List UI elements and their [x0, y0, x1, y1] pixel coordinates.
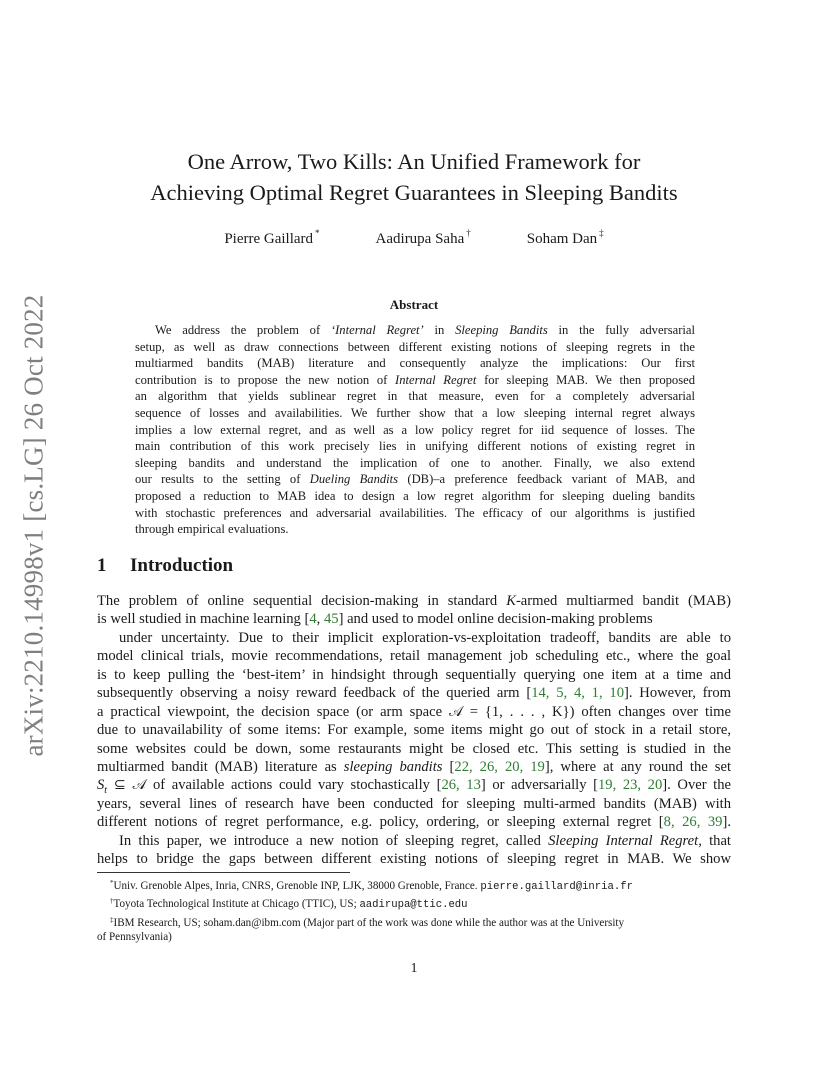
- abstract-line: proposed a reduction to MAB idea to design a low regret algorithm for sleeping dueling bandits: [135, 488, 695, 503]
- introduction-body: [97, 592, 731, 869]
- body-line: multiarmed bandit (MAB) literature as sleeping bandits [22, 26, 20, 19], where at any round the set: [97, 758, 732, 775]
- footnote: *Univ. Grenoble Alpes, Inria, CNRS, Grenoble INP, LJK, 38000 Grenoble, France. pierre.gaillard@inria.fr: [110, 879, 633, 893]
- title-line-1: One Arrow, Two Kills: An Unified Framework for: [187, 149, 641, 174]
- body-line: helps to bridge the gaps between different existing notions of sleeping regret in MAB. We show: [97, 851, 731, 868]
- body-line: is well studied in machine learning [4, 45] and used to model online decision-making problems: [97, 611, 653, 628]
- footnotes: [97, 876, 731, 944]
- footnote-continuation: of Pennsylvania): [97, 930, 172, 943]
- citation-link[interactable]: 22, 26, 20, 19: [454, 758, 545, 775]
- body-line: some websites could be down, some restaurants might be closed etc. This setting is studied in the: [97, 740, 731, 757]
- abstract-line: through empirical evaluations.: [135, 522, 289, 537]
- body-line: In this paper, we introduce a new notion of sleeping regret, called Sleeping Internal Regret, that: [119, 832, 731, 849]
- page-number: 1: [410, 961, 418, 976]
- abstract-line: implies a low external regret, and as well as a low policy regret for iid sequence of losses. The: [135, 422, 695, 437]
- body-line: model clinical trials, movie recommendations, retail management job scheduling etc., where the goal: [97, 648, 731, 665]
- abstract-line: our results to the setting of Dueling Bandits (DB)–a preference feedback variant of MAB, and: [135, 472, 695, 487]
- email-link[interactable]: pierre.gaillard@inria.fr: [480, 881, 633, 893]
- citation-link[interactable]: 4: [309, 611, 317, 628]
- body-line: is to keep pulling the ‘best-item’ in hindsight through sequentially querying one item at a time and: [97, 666, 731, 683]
- section-title: Introduction: [130, 555, 234, 576]
- author: Soham Dan ‡: [526, 228, 604, 247]
- body-line: different notions of regret performance, e.g. policy, ordering, or sleeping external regret [8, 26, 39].: [97, 814, 731, 831]
- citation-link[interactable]: 45: [323, 611, 339, 628]
- author: Aadirupa Saha †: [375, 228, 471, 247]
- body-line: due to unavailability of some items: For example, some items might go out of stock in a retail store,: [97, 722, 731, 739]
- citation-link[interactable]: 19, 23, 20: [597, 777, 663, 794]
- email-link[interactable]: aadirupa@ttic.edu: [359, 899, 468, 912]
- paper-title: [60, 146, 768, 208]
- citation-link[interactable]: 8, 26, 39: [663, 814, 723, 831]
- abstract-line: an algorithm that yields sublinear regret in that measure, even for a completely adversarial: [135, 389, 695, 404]
- body-line: subsequently observing a noisy reward feedback of the queried arm [14, 5, 4, 1, 10]. However, from: [97, 685, 731, 702]
- abstract-line: contribution is to propose the new notion of Internal Regret for sleeping MAB. We then proposed: [135, 372, 696, 387]
- footnote: †Toyota Technological Institute at Chicago (TTIC), US; aadirupa@ttic.edu: [110, 897, 468, 912]
- body-line: The problem of online sequential decision-making in standard K-armed multiarmed bandit (MAB): [97, 593, 731, 609]
- body-line: years, several lines of research have been conducted for sleeping multi-armed bandits (MAB) with: [97, 795, 731, 812]
- abstract-line: main contribution of this work precisely lies in unifying different notions of existing regret in: [135, 439, 695, 454]
- body-line: a practical viewpoint, the decision space (or arm space 𝒜 = {1, . . . , K}) often changes over time: [97, 703, 731, 720]
- body-line: $S_t$ ⊆ 𝒜 of available actions could vary stochastically [26, 13] or adversarially [19, 23, 20]. Over the: [97, 777, 732, 797]
- citation-link[interactable]: 14, 5, 4, 1, 10: [531, 685, 624, 702]
- abstract-line: sequence of losses and availabilities. We further show that a low sleeping internal regret always: [135, 405, 695, 420]
- section-number: 1: [97, 555, 107, 576]
- abstract-line: multiarmed bandits (MAB) literature and consequently analyze the implications: Our first: [135, 356, 695, 371]
- arxiv-stamp: [12, 290, 56, 760]
- author-list: [0, 228, 828, 248]
- abstract-heading: Abstract: [389, 297, 439, 312]
- abstract-body: [135, 322, 695, 538]
- abstract-line: setup, as well as draw connections between different existing notions of sleeping regrets in the: [135, 339, 695, 354]
- body-line: under uncertainty. Due to their implicit exploration-vs-exploitation tradeoff, bandits are able to: [119, 629, 731, 646]
- author: Pierre Gaillard *: [224, 228, 320, 247]
- section-heading-introduction: [97, 555, 233, 577]
- title-line-2: Achieving Optimal Regret Guarantees in Sleeping Bandits: [150, 180, 678, 205]
- abstract-line: with stochastic preferences and adversarial availabilities. The efficacy of our algorithms is justified: [135, 505, 695, 520]
- footnote-rule: [97, 872, 350, 873]
- citation-link[interactable]: 26, 13: [441, 777, 481, 794]
- abstract-line: We address the problem of ‘Internal Regret’ in Sleeping Bandits in the fully adversarial: [155, 323, 696, 337]
- arxiv-stamp-text: arXiv:2210.14998v1 [cs.LG] 26 Oct 2022: [18, 293, 49, 757]
- abstract-line: sleeping bandits and understand the implication of one to another. Finally, we also extend: [135, 455, 695, 470]
- footnote: ‡IBM Research, US; soham.dan@ibm.com (Major part of the work was done while the author was at the University: [110, 915, 625, 929]
